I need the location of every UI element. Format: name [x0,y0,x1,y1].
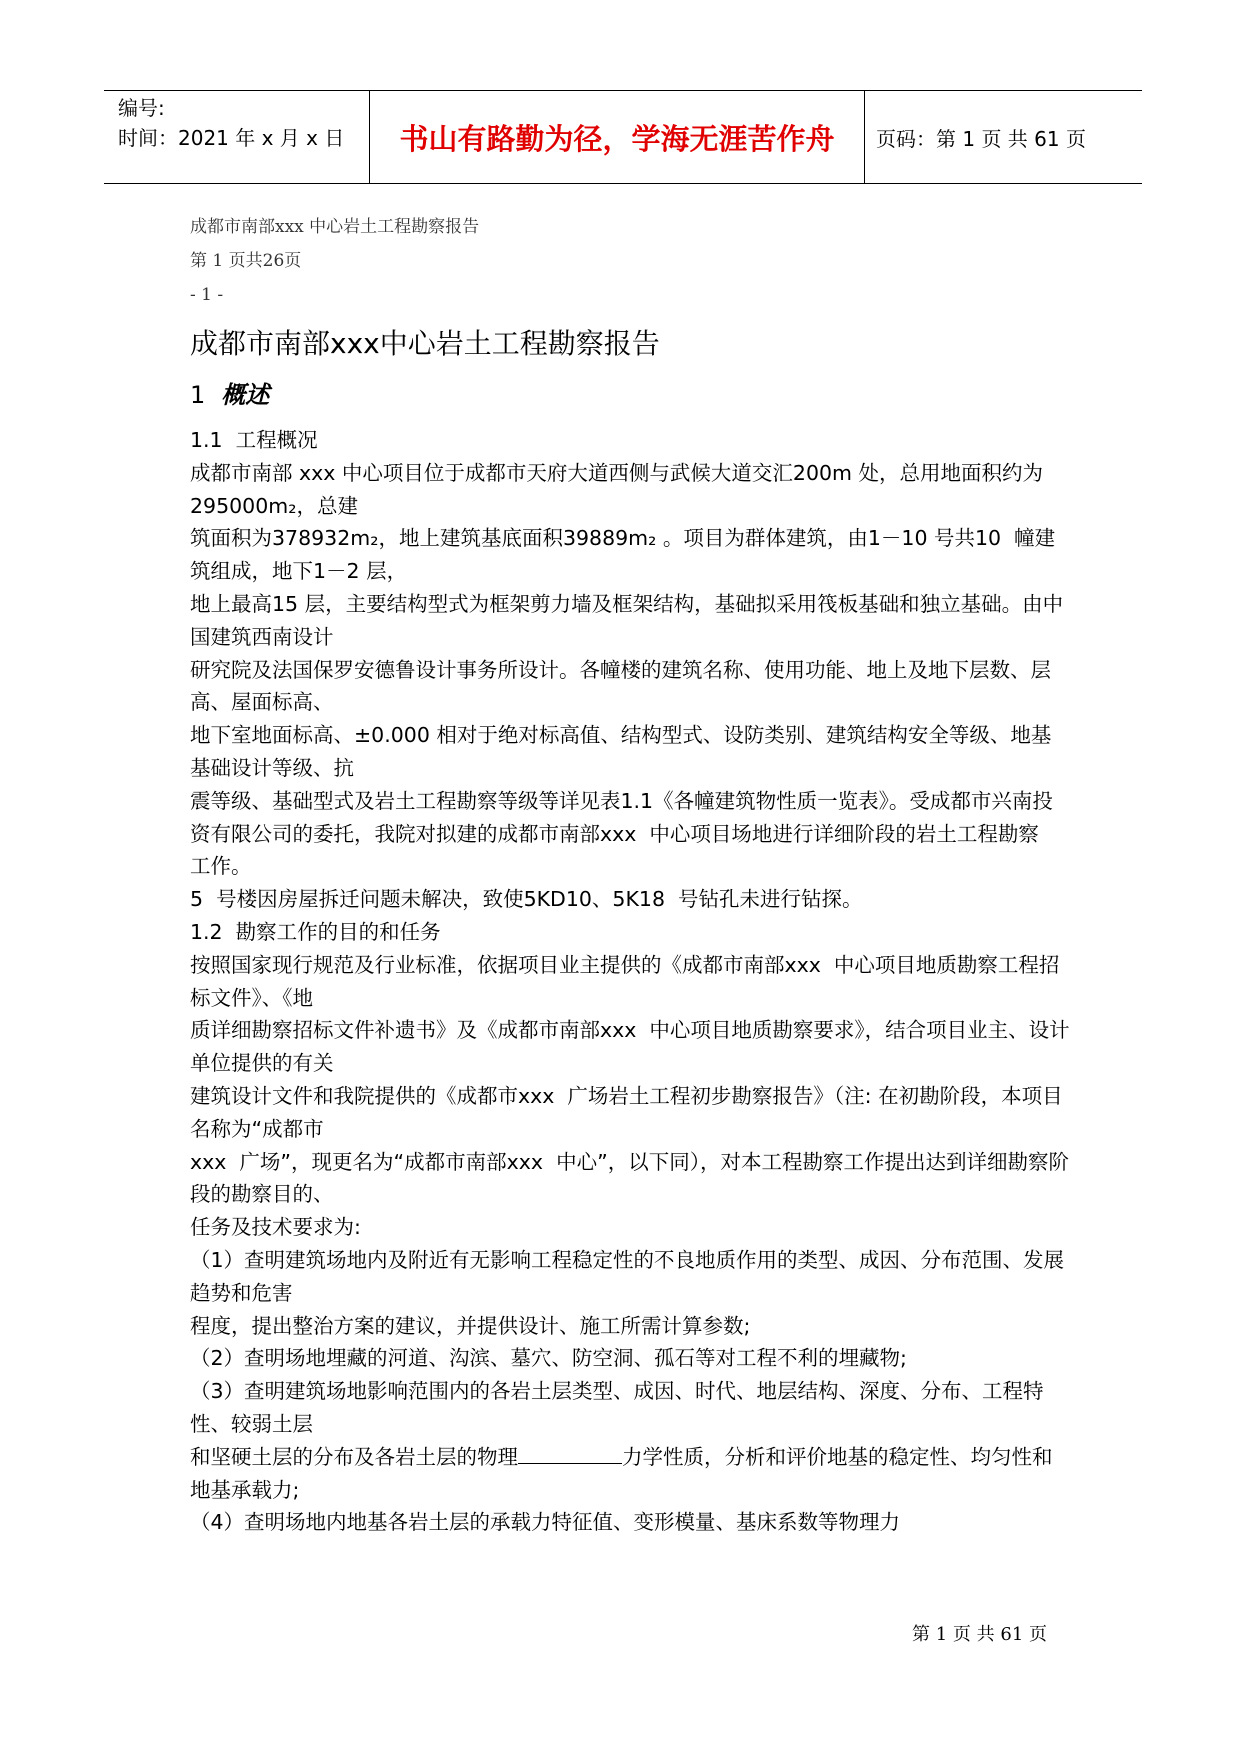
paragraph: 地上最高15 层，主要结构型式为框架剪力墙及框架结构，基础拟采用筏板基础和独立基础。由中国建筑西南设计 [190,591,1064,649]
paragraph: 按照国家现行规范及行业标准，依据项目业主提供的《成都市南部xxx 中心项目地质勘察工程招标文件》、《地 [190,952,1060,1010]
header-date: 时间：2021 年 x 月 x 日 [118,126,345,150]
running-doc-name: 成都市南部xxx 中心岩土工程勘察报告 [190,217,480,237]
paragraph: 任务及技术要求为: [190,1215,361,1240]
paragraph: 震等级、基础型式及岩土工程勘察等级等详见表1.1《各幢建筑物性质一览表》。受成都市兴南投资有限公司的委托，我院对拟建的成都市南部xxx 中心项目场地进行详细阶段的岩土工程勘察 [190,788,1053,846]
paragraph: xxx 广场”，现更名为“成都市南部xxx 中心”，以下同），对本工程勘察工作提出达到详细勘察阶段的勘察目的、 [190,1149,1069,1207]
paragraph: 工作。 [190,854,252,879]
document-body [190,210,1070,1539]
blank-underline [518,1445,622,1464]
paragraph: 5 号楼因房屋拆迁问题未解决，致使5KD10、5K18 号钻孔未进行钻探。 [190,887,863,912]
paragraph: 程度，提出整治方案的建议，并提供设计、施工所需计算参数; [190,1313,751,1338]
page-header [104,90,1142,184]
paragraph: 1.2 勘察工作的目的和任务 [190,919,441,944]
header-divider [864,91,865,183]
serial-number: 编号: [118,96,165,120]
paragraph: 质详细勘察招标文件补遗书》及《成都市南部xxx 中心项目地质勘察要求》，结合项目业主、设计单位提供的有关 [190,1018,1070,1076]
running-page-mark: - 1 - [190,285,224,305]
header-left [118,93,344,153]
header-page-info: 页码：第 1 页 共 61 页 [876,126,1086,151]
paragraph: （3）查明建筑场地影响范围内的各岩土层类型、成因、时代、地层结构、深度、分布、工程特性、较弱土层 [190,1379,1044,1436]
paragraph [190,1441,1070,1507]
paragraph: 地下室地面标高、±0.000 相对于绝对标高值、结构型式、设防类别、建筑结构安全等级、地基基础设计等级、抗 [190,723,1052,780]
running-page-count: 第 1 页共26页 [190,251,302,271]
paragraph: （1）查明建筑场地内及附近有无影响工程稳定性的不良地质作用的类型、成因、分布范围、发展趋势和危害 [190,1247,1065,1305]
paragraph: （2）查明场地埋藏的河道、沟滨、墓穴、防空洞、孤石等对工程不利的埋藏物; [190,1346,907,1371]
section-title: 概述 [221,380,270,409]
paragraph: 建筑设计文件和我院提供的《成都市xxx 广场岩土工程初步勘察报告》（注: 在初勘阶段，本项目名称为“成都市 [190,1083,1063,1141]
page-footer: 第 1 页 共 61 页 [912,1624,1047,1645]
paragraph-text: 和坚硬土层的分布及各岩土层的物理 [190,1444,518,1469]
paragraph: 1.1 工程概况 [190,428,318,452]
document-title: 成都市南部xxx中心岩土工程勘察报告 [190,327,660,360]
section-heading [190,378,1070,412]
paragraph: 成都市南部 xxx 中心项目位于成都市天府大道西侧与武候大道交汇200m 处，总用地面积约为295000m₂，总建 [190,460,1044,518]
paragraph: （4）查明场地内地基各岩土层的承载力特征值、变形模量、基床系数等物理力 [190,1510,901,1535]
header-motto: 书山有路勤为径，学海无涯苦作舟 [399,121,835,156]
paragraph: 筑面积为378932m₂，地上建筑基底面积39889m₂ 。项目为群体建筑，由1－10 号共10 幢建筑组成，地下1－2 层， [190,526,1056,584]
paragraph: 研究院及法国保罗安德鲁设计事务所设计。各幢楼的建筑名称、使用功能、地上及地下层数、层高、屋面标高、 [190,657,1051,715]
section-number: 1 [190,381,206,409]
paragraph-list [190,424,1070,1441]
paragraph-text: 力学性质，分析和评价地基的稳定性、均匀性和地基承载力; [190,1444,1053,1502]
